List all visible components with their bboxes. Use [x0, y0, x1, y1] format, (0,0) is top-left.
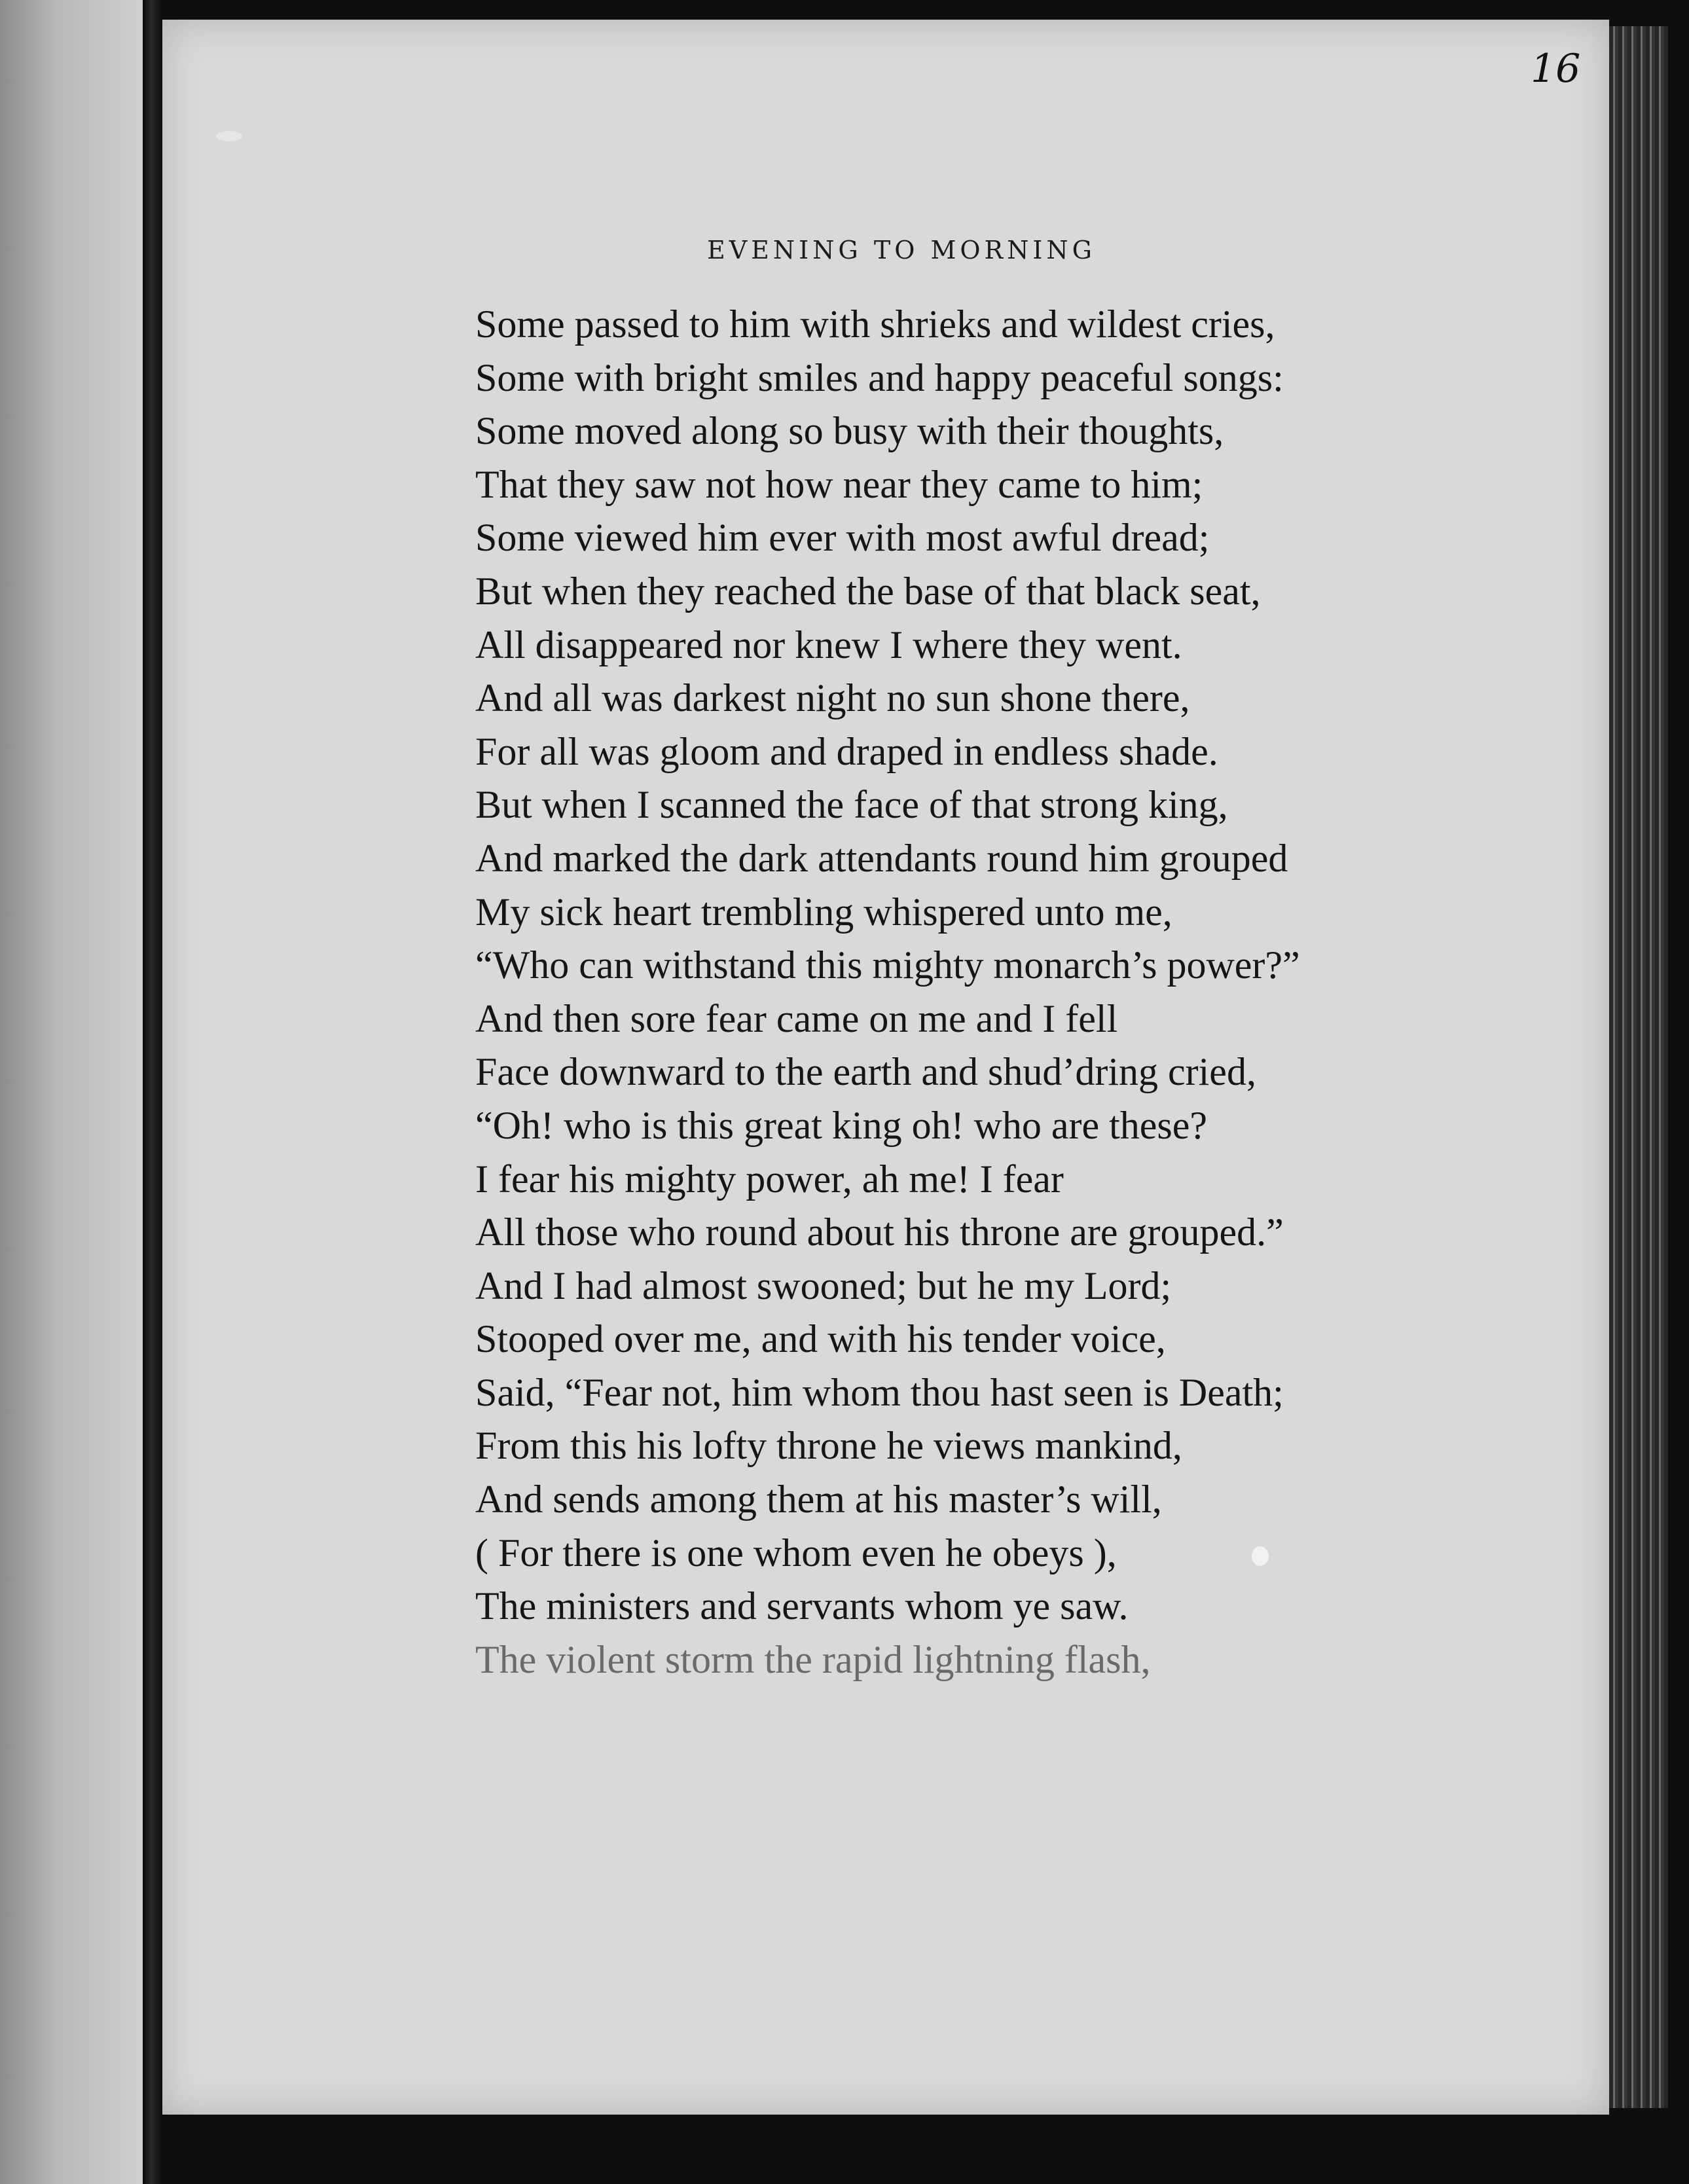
poem-line: Some with bright smiles and happy peaceful songs:	[475, 355, 1284, 399]
poem-line: Said, “Fear not, him whom thou hast seen is Death;	[475, 1370, 1284, 1414]
book-gutter	[143, 0, 162, 2184]
poem-line: “Oh! who is this great king oh! who are these?	[475, 1103, 1208, 1147]
poem-line: That they saw not how near they came to him;	[475, 462, 1203, 506]
poem-line: Some passed to him with shrieks and wildest cries,	[475, 302, 1275, 346]
poem-line: ( For there is one whom even he obeys ),	[475, 1531, 1117, 1574]
poem-line: Some moved along so busy with their thoughts,	[475, 409, 1224, 453]
poem-line: Stooped over me, and with his tender voice,	[475, 1317, 1166, 1361]
poem-line: Some viewed him ever with most awful dread;	[475, 516, 1210, 560]
poem-line: And then sore fear came on me and I fell	[475, 996, 1118, 1040]
running-head: EVENING TO MORNING	[707, 236, 1096, 264]
poem-line: The ministers and servants whom ye saw.	[475, 1584, 1129, 1628]
poem-line: From this his lofty throne he views mankind,	[475, 1424, 1182, 1468]
poem-line: For all was gloom and draped in endless shade.	[475, 729, 1218, 773]
poem-line: All those who round about his throne are grouped.”	[475, 1210, 1284, 1254]
poem-line: The violent storm the rapid lightning flash,	[475, 1637, 1151, 1681]
poem-line: My sick heart trembling whispered unto me,	[475, 890, 1172, 934]
poem-line: “Who can withstand this mighty monarch’s power?”	[475, 943, 1300, 987]
poem-line: And I had almost swooned; but he my Lord;	[475, 1264, 1172, 1307]
page-edges	[1609, 26, 1668, 2108]
poem-line: Face downward to the earth and shud’dring cried,	[475, 1050, 1256, 1094]
poem-line: And all was darkest night no sun shone there,	[475, 676, 1190, 720]
poem-line: And marked the dark attendants round him grouped	[475, 836, 1288, 880]
poem-line: And sends among them at his master’s will,	[475, 1478, 1162, 1521]
facing-page-edge	[0, 0, 143, 2184]
paper-speck	[1252, 1546, 1269, 1566]
poem-text	[475, 298, 1431, 1686]
paper-speck	[216, 131, 242, 141]
poem-line: All disappeared nor knew I where they went.	[475, 623, 1182, 666]
page-number: 16	[1531, 46, 1581, 92]
poem-line: But when I scanned the face of that strong king,	[475, 783, 1228, 827]
poem-line: I fear his mighty power, ah me! I fear	[475, 1157, 1064, 1201]
poem-line: But when they reached the base of that black seat,	[475, 569, 1261, 613]
